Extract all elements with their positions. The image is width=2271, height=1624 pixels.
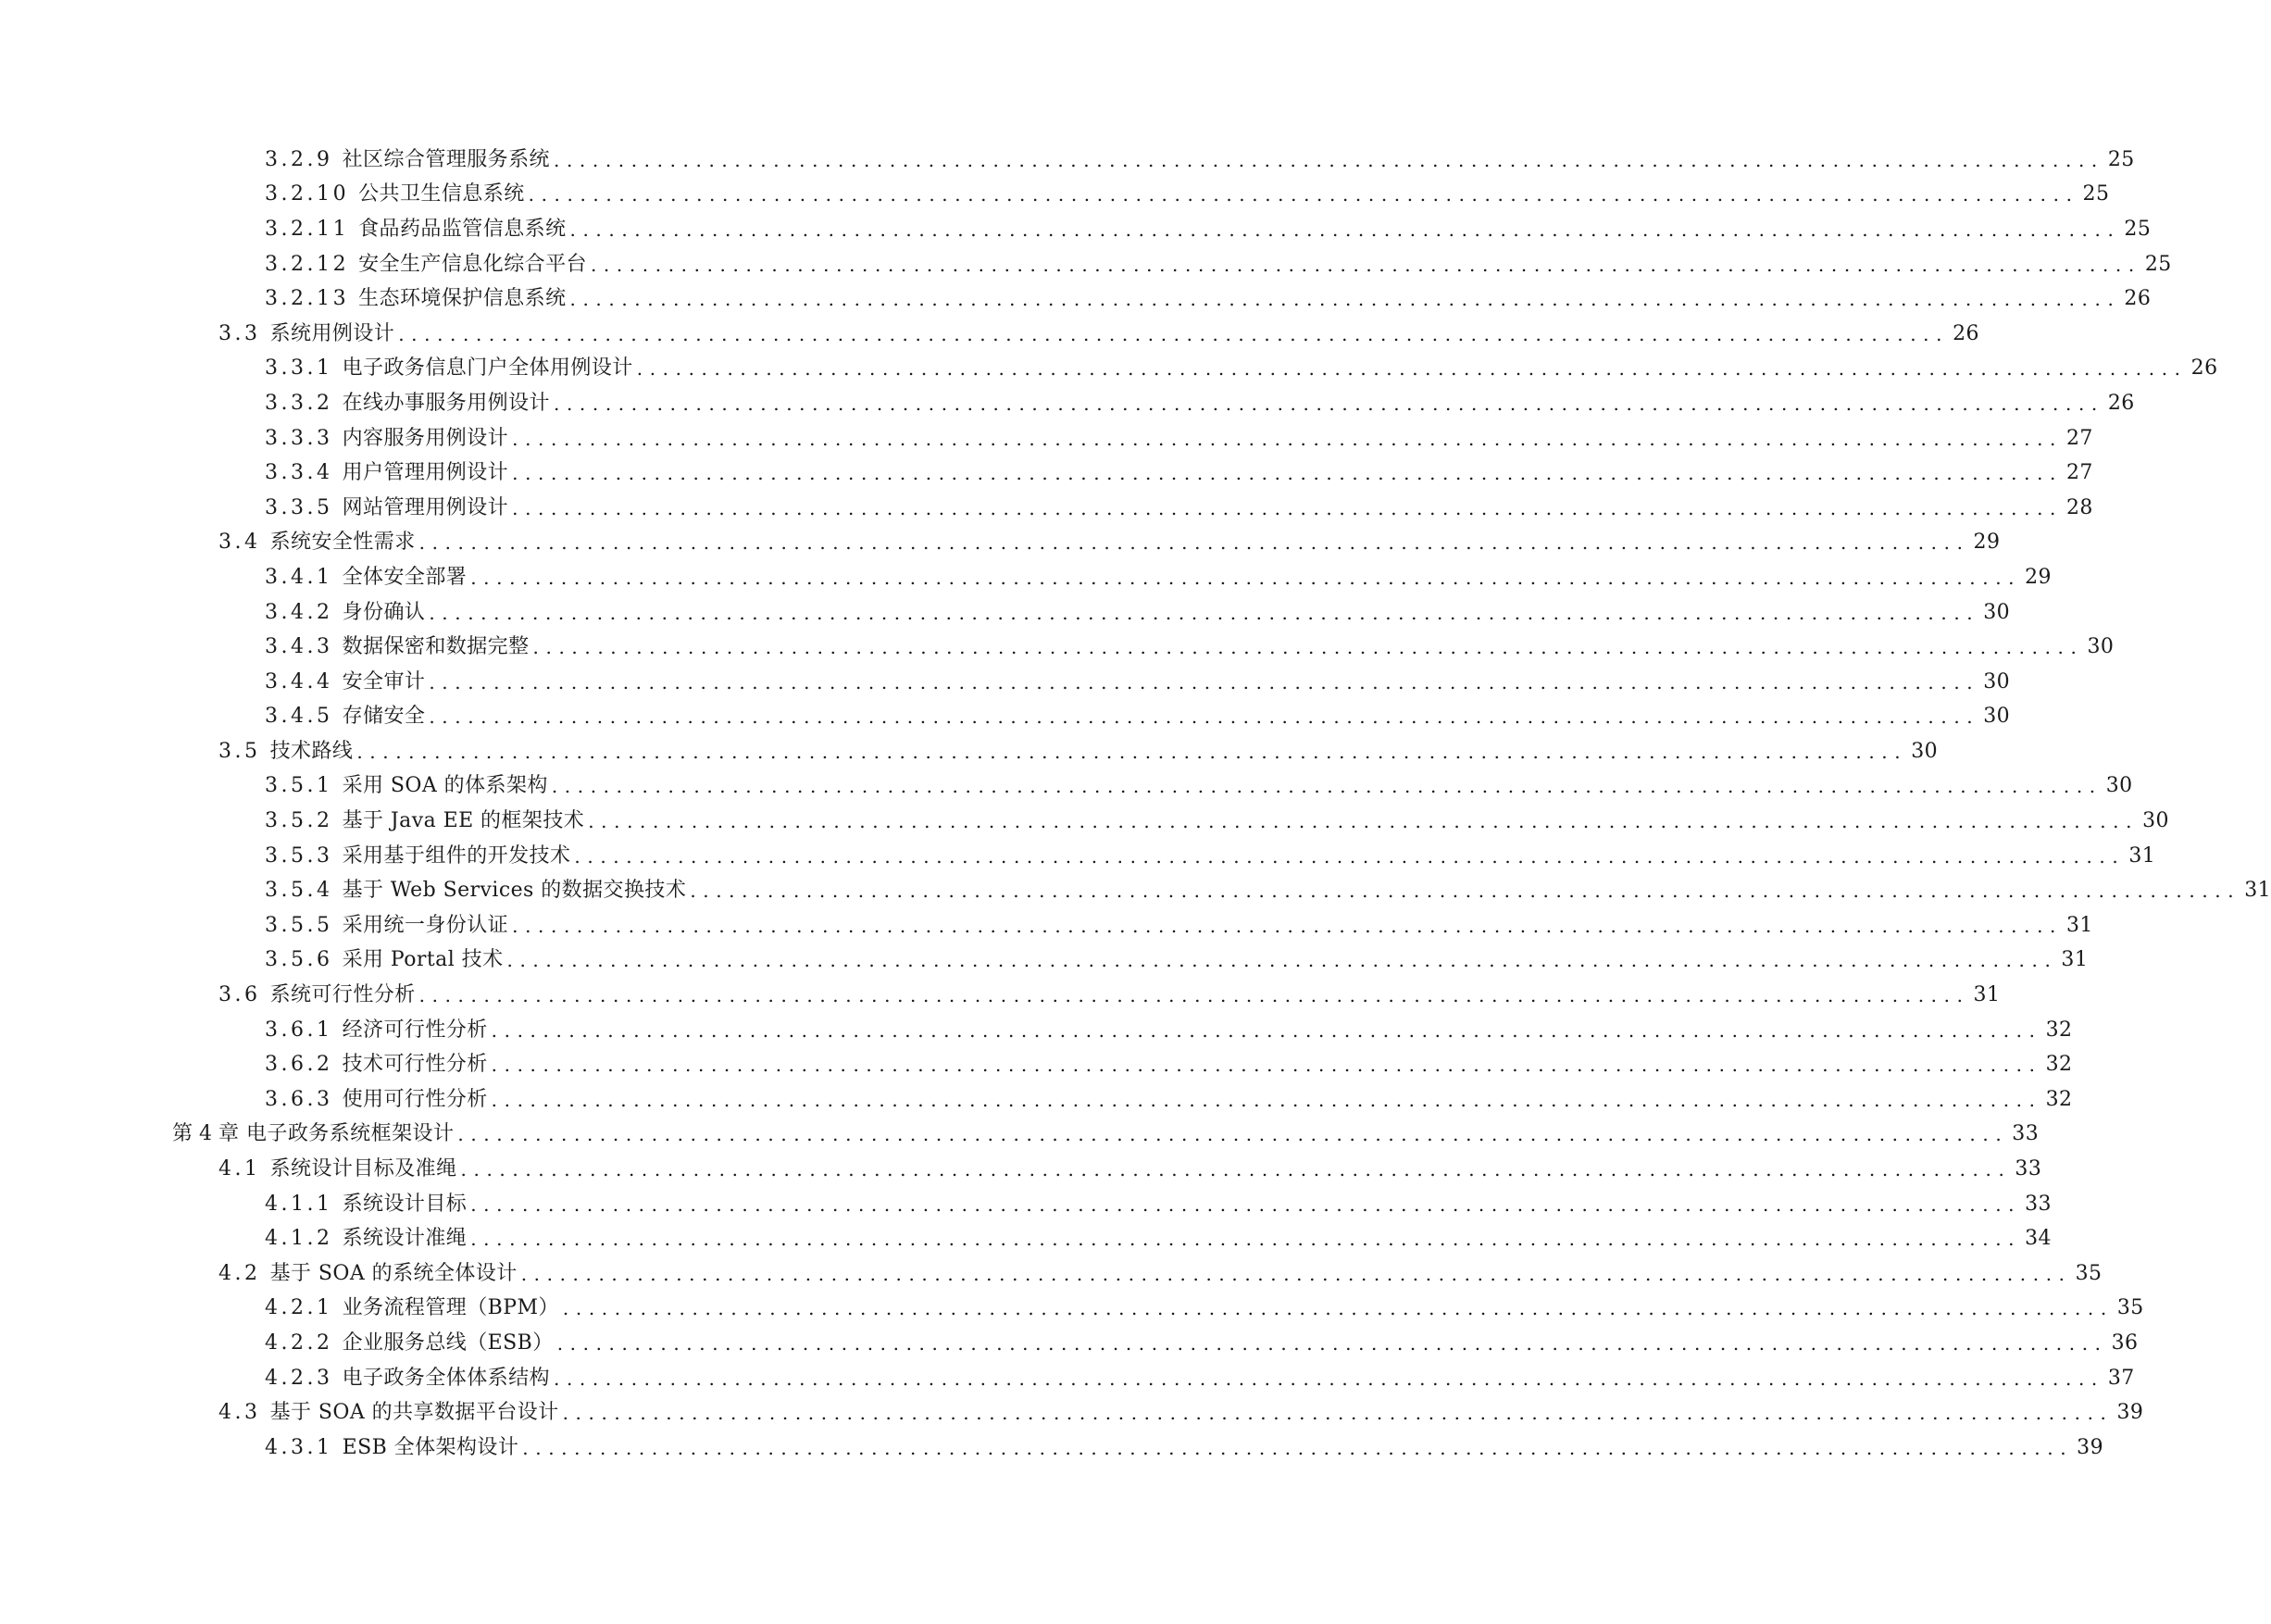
toc-entry-number: 4.2.2 <box>265 1330 333 1355</box>
toc-entry-title: 采用 Portal 技术 <box>342 948 504 972</box>
toc-entry[interactable] <box>0 352 2218 387</box>
toc-dot-leader: ........................................................................................................................ <box>562 1297 2114 1320</box>
toc-entry-number: 4.2.1 <box>265 1296 333 1320</box>
toc-entry[interactable] <box>0 212 2152 247</box>
toc-entry-title: 采用 SOA 的体系架构 <box>342 774 548 798</box>
toc-entry-title: 采用统一身份认证 <box>342 913 509 937</box>
toc-entry-title: 系统设计目标及准绳 <box>269 1157 457 1181</box>
toc-entry[interactable] <box>0 1118 2040 1153</box>
toc-entry-page-number: 32 <box>2045 1018 2073 1042</box>
toc-entry-page-number: 30 <box>2087 635 2115 659</box>
toc-entry-title: 网站管理用例设计 <box>342 495 509 519</box>
toc-entry-number: 3.4.3 <box>265 635 333 659</box>
toc-entry-page-number: 35 <box>2075 1261 2103 1285</box>
toc-entry-title: 身份确认 <box>342 600 426 624</box>
toc-entry[interactable] <box>0 1082 2073 1118</box>
toc-entry-title: 技术可行性分析 <box>342 1053 488 1077</box>
toc-entry-number: 3.3.3 <box>265 426 333 450</box>
toc-entry[interactable] <box>0 908 2093 943</box>
toc-dot-leader: ........................................................................................................................ <box>512 496 2063 519</box>
toc-entry[interactable] <box>0 1395 2144 1430</box>
toc-entry-number: 3.5.3 <box>265 843 333 868</box>
toc-entry[interactable] <box>0 839 2156 874</box>
toc-entry-title: 电子政务系统框架设计 <box>245 1122 455 1146</box>
toc-entry-title: 系统设计目标 <box>342 1192 468 1216</box>
toc-entry-page-number: 27 <box>2066 426 2093 450</box>
toc-entry[interactable] <box>0 281 2152 317</box>
toc-entry-number: 3.5 <box>218 739 261 763</box>
toc-entry-page-number: 32 <box>2045 1087 2073 1111</box>
toc-entry-page-number: 31 <box>2244 879 2271 903</box>
toc-entry-title: 基于 SOA 的系统全体设计 <box>269 1261 518 1285</box>
toc-dot-leader: ........................................................................................................................ <box>429 670 1980 693</box>
toc-dot-leader: ........................................................................................................................ <box>470 1193 2022 1216</box>
toc-dot-leader: ........................................................................................................................ <box>491 1054 2042 1077</box>
toc-entry-title: 经济可行性分析 <box>342 1018 488 1042</box>
toc-entry[interactable] <box>0 143 2135 178</box>
toc-dot-leader: ........................................................................................................................ <box>551 775 2103 798</box>
toc-entry[interactable] <box>0 178 2110 213</box>
toc-entry-title: 安全审计 <box>342 669 426 693</box>
toc-entry-number: 第 4 章 <box>172 1122 239 1146</box>
toc-entry-number: 4.3 <box>218 1401 261 1425</box>
toc-dot-leader: ........................................................................................................................ <box>457 1123 2009 1146</box>
toc-entry-title: 食品药品监管信息系统 <box>358 217 567 241</box>
toc-entry-number: 3.3.2 <box>265 391 333 415</box>
toc-entry[interactable] <box>0 1361 2135 1396</box>
toc-entry[interactable] <box>0 526 2001 561</box>
toc-entry-number: 3.4.5 <box>265 705 333 729</box>
toc-entry-number: 3.3.4 <box>265 461 333 485</box>
toc-dot-leader: ........................................................................................................................ <box>553 392 2104 415</box>
toc-entry[interactable] <box>0 1430 2104 1466</box>
toc-dot-leader: ........................................................................................................................ <box>429 706 1980 729</box>
toc-dot-leader: ........................................................................................................................ <box>460 1158 2012 1181</box>
toc-entry[interactable] <box>0 665 2011 700</box>
toc-entry[interactable] <box>0 1292 2144 1327</box>
toc-entry-title: 数据保密和数据完整 <box>342 635 530 659</box>
toc-entry-title: 电子政务全体体系结构 <box>342 1366 550 1390</box>
toc-entry[interactable] <box>0 560 2052 595</box>
toc-entry-title: 采用基于组件的开发技术 <box>342 843 571 868</box>
toc-entry-title: 企业服务总线（ESB） <box>342 1330 554 1355</box>
toc-entry-title: 生态环境保护信息系统 <box>358 287 567 311</box>
toc-entry-page-number: 31 <box>2066 913 2093 937</box>
toc-entry-number: 4.1 <box>218 1157 261 1181</box>
toc-entry-page-number: 33 <box>2025 1192 2052 1216</box>
toc-entry-page-number: 30 <box>1983 600 2011 624</box>
toc-entry-page-number: 25 <box>2124 217 2152 241</box>
toc-entry-page-number: 25 <box>2107 147 2135 171</box>
toc-entry-number: 3.6.3 <box>265 1087 333 1111</box>
toc-entry[interactable] <box>0 421 2093 456</box>
toc-entry-title: 社区综合管理服务系统 <box>342 147 550 171</box>
toc-entry-title: 技术路线 <box>269 739 354 763</box>
toc-dot-leader: ........................................................................................................................ <box>491 1088 2042 1111</box>
toc-entry-number: 3.3 <box>218 321 261 345</box>
toc-entry-number: 3.5.6 <box>265 948 333 972</box>
toc-entry[interactable] <box>0 873 2271 908</box>
toc-entry[interactable] <box>0 734 1939 769</box>
toc-entry-title: 系统可行性分析 <box>269 983 416 1007</box>
toc-entry-title: 电子政务信息门户全体用例设计 <box>342 356 633 381</box>
toc-entry-page-number: 25 <box>2144 252 2172 276</box>
toc-dot-leader: ........................................................................................................................ <box>356 740 1908 763</box>
toc-entry-page-number: 31 <box>2061 948 2089 972</box>
toc-entry[interactable] <box>0 1221 2052 1256</box>
toc-entry-number: 3.5.4 <box>265 879 333 903</box>
toc-entry[interactable] <box>0 1152 2042 1187</box>
toc-entry[interactable] <box>0 630 2115 665</box>
toc-entry-page-number: 26 <box>2190 356 2218 381</box>
toc-entry-title: 系统用例设计 <box>269 321 395 345</box>
toc-entry-page-number: 26 <box>2107 391 2135 415</box>
toc-dot-leader: ........................................................................................................................ <box>418 984 1970 1007</box>
toc-entry-page-number: 29 <box>2025 565 2052 589</box>
toc-entry[interactable] <box>0 943 2089 979</box>
toc-entry-title: 基于 SOA 的共享数据平台设计 <box>269 1401 559 1425</box>
toc-entry-page-number: 29 <box>1973 531 2001 555</box>
toc-entry-number: 4.2 <box>218 1261 261 1285</box>
toc-entry-number: 3.2.9 <box>265 147 333 171</box>
toc-entry[interactable] <box>0 804 2169 839</box>
toc-entry-number: 3.2.10 <box>265 182 350 206</box>
toc-entry-page-number: 28 <box>2066 495 2093 519</box>
toc-entry-page-number: 26 <box>1953 321 1979 345</box>
toc-entry-number: 3.4.4 <box>265 669 333 693</box>
toc-dot-leader: ........................................................................................................................ <box>418 531 1970 555</box>
toc-dot-leader: ........................................................................................................................ <box>470 1228 2022 1251</box>
toc-entry[interactable] <box>0 317 1979 352</box>
toc-entry[interactable] <box>0 1047 2073 1082</box>
toc-entry-number: 4.1.1 <box>265 1192 333 1216</box>
toc-entry-number: 3.3.1 <box>265 356 333 381</box>
toc-entry[interactable] <box>0 1187 2052 1222</box>
toc-entry[interactable] <box>0 978 2001 1013</box>
toc-entry[interactable] <box>0 386 2135 421</box>
toc-entry-title: 在线办事服务用例设计 <box>342 391 550 415</box>
toc-entry-page-number: 31 <box>2128 843 2156 868</box>
toc-entry[interactable] <box>0 595 2011 631</box>
toc-entry-title: 安全生产信息化综合平台 <box>358 252 587 276</box>
toc-entry-number: 3.5.1 <box>265 774 333 798</box>
toc-dot-leader: ........................................................................................................................ <box>553 1367 2104 1390</box>
toc-dot-leader: ........................................................................................................................ <box>690 880 2241 903</box>
toc-dot-leader: ........................................................................................................................ <box>512 914 2063 937</box>
toc-entry-number: 4.3.1 <box>265 1435 333 1459</box>
toc-entry-page-number: 32 <box>2045 1053 2073 1077</box>
toc-entry-title: 存储安全 <box>342 705 426 729</box>
toc-entry[interactable] <box>0 769 2133 805</box>
toc-entry-page-number: 27 <box>2066 461 2093 485</box>
toc-entry-page-number: 33 <box>2012 1122 2040 1146</box>
toc-dot-leader: ........................................................................................................................ <box>556 1331 2108 1355</box>
table-of-contents <box>0 143 2271 1466</box>
toc-entry-title: 系统设计准绳 <box>342 1227 468 1251</box>
toc-entry-title: 使用可行性分析 <box>342 1087 488 1111</box>
toc-entry-number: 3.6 <box>218 983 261 1007</box>
toc-entry-title: 业务流程管理（BPM） <box>342 1296 559 1320</box>
toc-entry-title: ESB 全体架构设计 <box>342 1435 519 1459</box>
toc-entry-page-number: 30 <box>2105 774 2133 798</box>
toc-entry[interactable] <box>0 247 2172 282</box>
toc-entry-page-number: 33 <box>2015 1157 2042 1181</box>
toc-entry-title: 全体安全部署 <box>342 565 468 589</box>
toc-dot-leader: ........................................................................................................................ <box>553 148 2104 171</box>
toc-entry[interactable] <box>0 1326 2139 1361</box>
toc-entry[interactable] <box>0 700 2011 735</box>
toc-entry[interactable] <box>0 456 2093 491</box>
toc-dot-leader: ........................................................................................................................ <box>491 1018 2042 1042</box>
toc-entry-page-number: 31 <box>1973 983 2001 1007</box>
toc-entry-page-number: 30 <box>1911 739 1939 763</box>
toc-dot-leader: ........................................................................................................................ <box>398 322 1950 345</box>
toc-entry-number: 3.6.1 <box>265 1018 333 1042</box>
toc-entry-title: 基于 Web Services 的数据交换技术 <box>342 879 687 903</box>
toc-dot-leader: ........................................................................................................................ <box>470 566 2022 589</box>
toc-entry-number: 3.2.13 <box>265 287 350 311</box>
toc-entry-page-number: 34 <box>2025 1227 2052 1251</box>
toc-entry-page-number: 26 <box>2124 287 2152 311</box>
toc-entry-title: 内容服务用例设计 <box>342 426 509 450</box>
toc-dot-leader: ........................................................................................................................ <box>588 810 2140 833</box>
toc-dot-leader: ........................................................................................................................ <box>512 427 2063 450</box>
toc-entry-number: 3.5.2 <box>265 809 333 833</box>
toc-dot-leader: ........................................................................................................................ <box>532 636 2084 659</box>
toc-entry-page-number: 36 <box>2111 1330 2139 1355</box>
toc-dot-leader: ........................................................................................................................ <box>429 601 1980 624</box>
toc-entry-number: 3.2.11 <box>265 217 350 241</box>
toc-entry-page-number: 37 <box>2107 1366 2135 1390</box>
toc-dot-leader: ........................................................................................................................ <box>522 1436 2074 1459</box>
toc-entry-number: 3.6.2 <box>265 1053 333 1077</box>
toc-entry-page-number: 30 <box>2142 809 2169 833</box>
toc-entry-number: 4.1.2 <box>265 1227 333 1251</box>
toc-dot-leader: ........................................................................................................................ <box>512 462 2063 485</box>
toc-dot-leader: ........................................................................................................................ <box>562 1402 2114 1425</box>
toc-entry-number: 3.4.2 <box>265 600 333 624</box>
toc-entry-page-number: 35 <box>2116 1296 2144 1320</box>
toc-entry-number: 3.4 <box>218 531 261 555</box>
toc-entry-title: 系统安全性需求 <box>269 531 416 555</box>
toc-entry-page-number: 30 <box>1983 669 2011 693</box>
toc-entry-number: 3.3.5 <box>265 495 333 519</box>
toc-dot-leader: ........................................................................................................................ <box>520 1262 2072 1285</box>
toc-dot-leader: ........................................................................................................................ <box>528 183 2079 206</box>
toc-entry-number: 3.5.5 <box>265 913 333 937</box>
toc-dot-leader: ........................................................................................................................ <box>569 218 2121 241</box>
toc-entry-page-number: 39 <box>2116 1401 2144 1425</box>
toc-entry-number: 3.2.12 <box>265 252 350 276</box>
toc-entry-page-number: 25 <box>2082 182 2110 206</box>
toc-entry-page-number: 30 <box>1983 705 2011 729</box>
toc-dot-leader: ........................................................................................................................ <box>590 253 2141 276</box>
toc-entry-number: 4.2.3 <box>265 1366 333 1390</box>
toc-dot-leader: ........................................................................................................................ <box>574 844 2126 868</box>
toc-entry-title: 公共卫生信息系统 <box>358 182 525 206</box>
toc-entry-page-number: 39 <box>2077 1435 2104 1459</box>
toc-entry[interactable] <box>0 1013 2073 1048</box>
toc-entry-title: 基于 Java EE 的框架技术 <box>342 809 585 833</box>
toc-dot-leader: ........................................................................................................................ <box>506 949 2058 972</box>
toc-entry-title: 用户管理用例设计 <box>342 461 509 485</box>
toc-entry[interactable] <box>0 491 2093 526</box>
toc-dot-leader: ........................................................................................................................ <box>636 357 2188 381</box>
toc-entry[interactable] <box>0 1256 2103 1292</box>
toc-dot-leader: ........................................................................................................................ <box>569 288 2121 311</box>
toc-entry-number: 3.4.1 <box>265 565 333 589</box>
